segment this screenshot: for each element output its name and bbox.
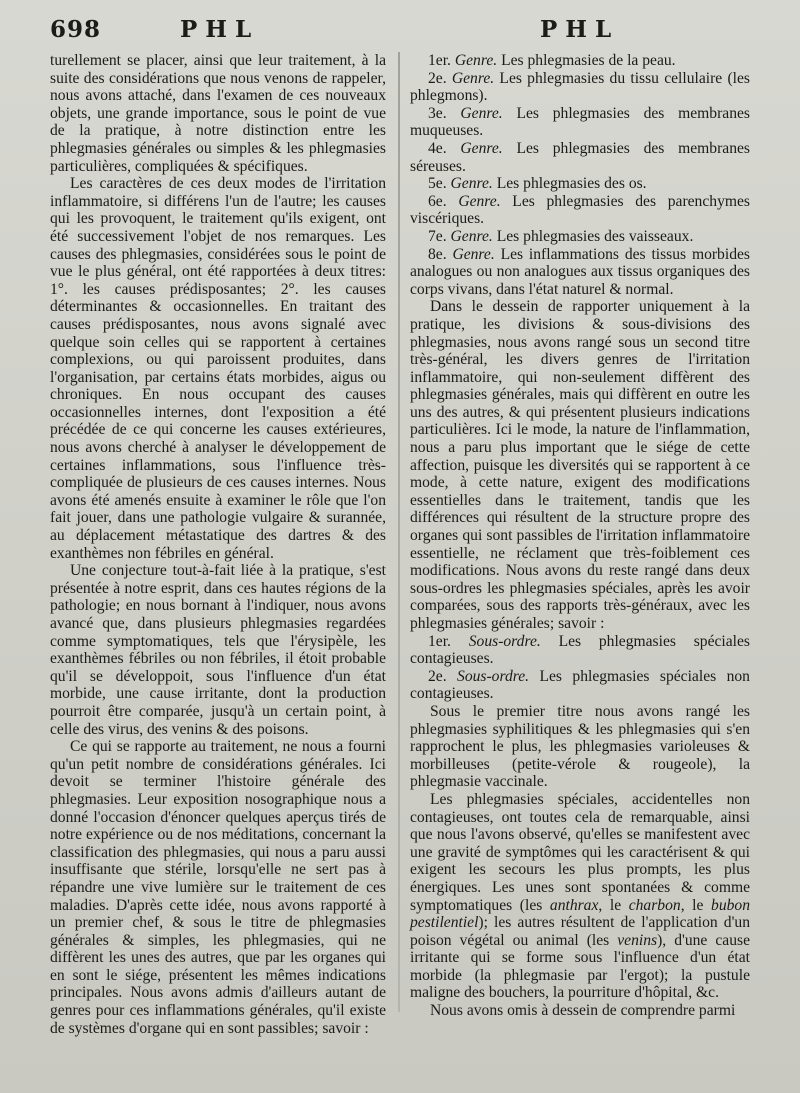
- paragraph: Une conjecture tout-à-fait liée à la pratique, s'est présentée à notre esprit, dans ces hautes régions de la pathologie; en nous bornant à l'indiquer, nous avons avancé que, dans plusieurs phlegmasies regardées comme symptomatiques, tels que l'érysipèle, les exanthèmes fébriles ou non fébriles, il étoit probable qu'il se développoit, sous l'influence d'un état morbide, une cause irritante, dont la production pourroit être comparée, jusqu'à un certain point, à celle des virus, des venins & des poisons.: [50, 562, 386, 738]
- genre-item: 7e. Genre. Les phlegmasies des vaisseaux.: [428, 227, 694, 245]
- paragraph: Ce qui se rapporte au traitement, ne nous a fourni qu'un petit nombre de considérations générales. Ici devoit se terminer l'histoire générale des phlegmasies. Leur exposition nosographique nous a donné l'occasion d'énoncer quelques aperçus tirés de notre expérience ou de nos méditations, concernant la classification des phlegmasies, qui nous a paru aussi insuffisante que stérile, lorsqu'elle ne sert pas à répandre une vive lumière sur le traitement de ces maladies. D'après cette idée, nous avons rapporté à un premier chef, & sous le titre de phlegmasies générales & simples, les phlegmasies, qui ne diffèrent les unes des autres, que par les organes qui en sont le siége, présentent les mêmes indications principales. Nous avons admis d'ailleurs autant de genres pour ces inflammations générales, qu'il existe de systèmes d'organe qui en sont passibles; savoir :: [50, 738, 386, 1037]
- page-number: 698: [50, 16, 102, 43]
- genre-list: [410, 52, 750, 298]
- genre-item: 4e. Genre. Les phlegmasies des membranes séreuses.: [410, 139, 750, 175]
- genre-item: 8e. Genre. Les inflammations des tissus morbides analogues ou non analogues aux tissus organiques des corps vivans, dans l'état naturel & normal.: [410, 245, 750, 298]
- paragraph: Sous le premier titre nous avons rangé les phlegmasies syphilitiques & les phlegmasies qui s'en rapprochent le plus, les phlegmasies varioleuses & morbilleuses (petite-vérole & rougeole), la phlegmasie vaccinale.: [410, 702, 750, 791]
- running-head-right: PHL: [540, 16, 620, 43]
- right-column: [410, 52, 750, 1020]
- left-column: [50, 52, 386, 1037]
- genre-item: 5e. Genre. Les phlegmasies des os.: [428, 175, 647, 193]
- genre-item: 1er. Genre. Les phlegmasies de la peau.: [428, 52, 676, 69]
- sous-ordre-item: 1er. Sous-ordre. Les phlegmasies spéciales contagieuses.: [410, 632, 750, 668]
- paragraph: Dans le dessein de rapporter uniquement à la pratique, les divisions & sous-divisions des phlegmasies, nous avons rangé sous un second titre très-général, les divers genres de l'irritation inflammatoire, qui non-seulement diffèrent des phlegmasies générales, mais qui diffèrent en outre les uns des autres, & qui présentent plusieurs indications particulières. Ici le mode, la nature de l'inflammation, nous a paru plus important que le siége de cette affection, puisque les diversités qui se rapportent à ce mode, à cette nature, exigent des modifications essentielles dans le traitement, tandis que les différences qui résultent de la structure propre des organes qui sont passibles de l'irritation inflammatoire essentielle, ne réclament que très-foiblement ces modifications. Nous avons du reste rangé dans deux sous-ordres les phlegmasies spéciales, après les avoir comparées, sous des rapports très-généraux, avec les phlegmasies générales; savoir :: [410, 298, 750, 632]
- paragraph: Les caractères de ces deux modes de l'irritation inflammatoire, si différens l'un de l'autre; les causes qui les provoquent, le traitement qu'ils exigent, ont été successivement l'objet de nos remarques. Les causes des phlegmasies, considérées sous le point de vue le plus général, ont été rapportées à deux titres: 1°. les causes prédisposantes; 2°. les causes déterminantes & occasionnelles. En traitant des causes prédisposantes, nous avons signalé avec quelque soin celles qui se rapportent à certaines complexions, ou qui paroissent produites, dans l'organisation, par certains états morbides, aigus ou chroniques. En nous occupant des causes occasionnelles internes, dont l'exposition a été précédée de ce qui concerne les causes extérieures, nous avons cherché à analyser le développement de certaines inflammations, sous l'influence très-compliquée de plusieurs de ces causes internes. Nous avons été amenés ensuite à examiner le rôle que l'on fait jouer, dans une pathologie vulgaire & surannée, au déplacement métastatique des dartres & des exanthèmes non fébriles en général.: [50, 175, 386, 562]
- sous-ordre-list: [410, 633, 750, 703]
- genre-item: 6e. Genre. Les phlegmasies des parenchymes viscériques.: [410, 192, 750, 228]
- paragraph: turellement se placer, ainsi que leur traitement, à la suite des considérations que nous venons de rappeler, nous avons attaché, dans l'examen de ces nouveaux objets, une grande importance, sous le point de vue de la pratique, à notre distinction entre les phlegmasies générales ou simples & les phlegmasies particulières, compliquées & spécifiques.: [50, 52, 386, 175]
- genre-item: 2e. Genre. Les phlegmasies du tissu cellulaire (les phlegmons).: [410, 69, 750, 105]
- running-head-left: PHL: [180, 16, 260, 43]
- genre-item: 3e. Genre. Les phlegmasies des membranes muqueuses.: [410, 104, 750, 140]
- paragraph: Les phlegmasies spéciales, accidentelles non contagieuses, ont toutes cela de remarquable, ainsi que nous l'avons observé, qu'elles se manifestent avec une gravité de symptômes qui les caractérisent & qui exigent les secours les plus prompts, les plus énergiques. Les unes sont spontanées & comme symptomatiques (les anthrax, le charbon, le bubon pestilentiel); les autres résultent de l'application d'un poison végétal ou animal (les venins), d'une cause irritante qui se forme sous l'influence d'un état morbide (la phlegmasie par l'ergot); la pustule maligne des bouchers, la pourriture d'hôpital, &c.: [410, 790, 750, 1002]
- column-divider: [398, 52, 400, 1012]
- paragraph: Nous avons omis à dessein de comprendre parmi: [430, 1002, 736, 1020]
- page-header: [50, 14, 752, 50]
- sous-ordre-item: 2e. Sous-ordre. Les phlegmasies spéciales non contagieuses.: [410, 667, 750, 703]
